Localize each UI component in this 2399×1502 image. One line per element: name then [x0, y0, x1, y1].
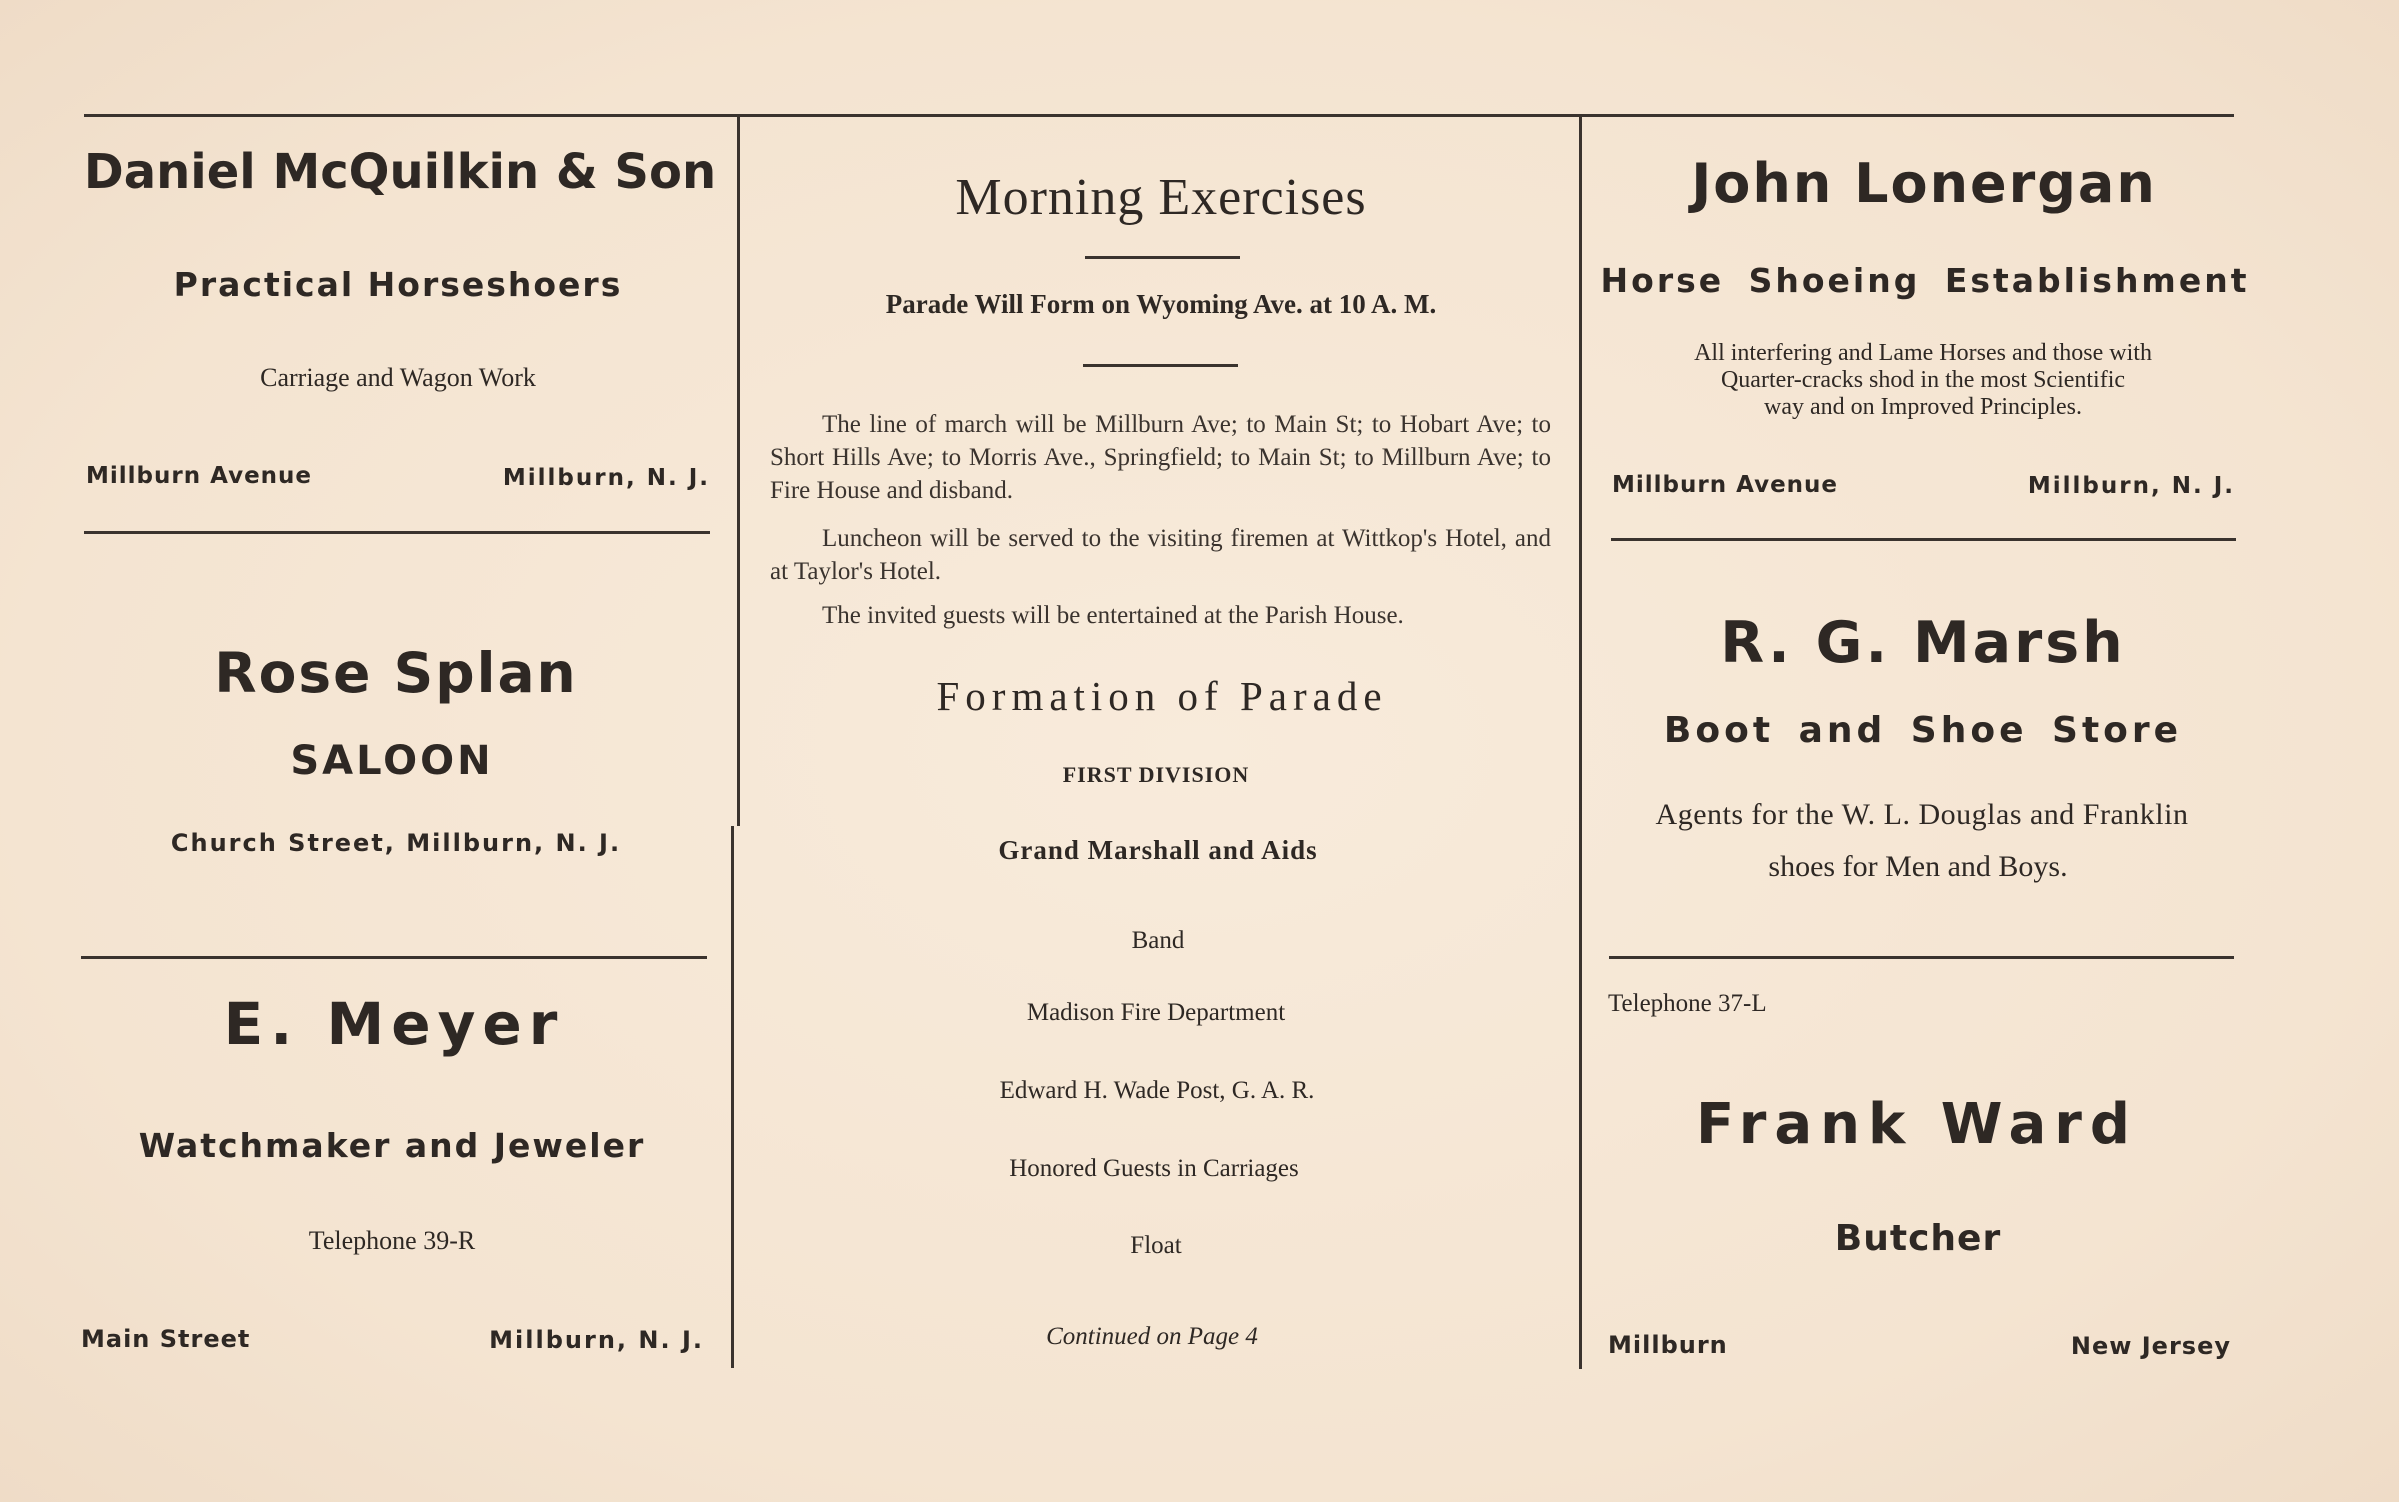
parade-item: Band: [1131, 927, 1185, 954]
advertiser-detail-line: All interfering and Lame Horses and those with: [1694, 340, 2152, 366]
advertiser-place: Millburn: [1608, 1331, 1728, 1359]
page-title: Morning Exercises: [955, 169, 1367, 226]
advertiser-street: Millburn Avenue: [1612, 472, 1839, 498]
section-divider: [1611, 538, 2236, 541]
section-divider: [1609, 956, 2234, 959]
advertiser-town: Millburn, N. J.: [502, 465, 710, 491]
parade-item: Honored Guests in Carriages: [1009, 1155, 1299, 1182]
luncheon-paragraph: Luncheon will be served to the visiting firemen at Wittkop's Hotel, and at Taylor's Hotel.: [770, 525, 1551, 585]
left-column-divider-lower: [731, 826, 734, 1368]
title-rule: [1085, 256, 1240, 259]
advertiser-phone: Telephone 39-R: [308, 1226, 476, 1255]
advertiser-address: Church Street, Millburn, N. J.: [170, 829, 622, 857]
advertiser-detail-line: way and on Improved Principles.: [1764, 394, 2082, 420]
advertiser-name: John Lonergan: [1691, 152, 2157, 215]
section-divider: [81, 956, 707, 959]
division-heading: FIRST DIVISION: [1062, 762, 1250, 787]
advertiser-detail: Carriage and Wagon Work: [260, 363, 536, 392]
parade-item: Float: [1130, 1232, 1182, 1259]
formation-title: Formation of Parade: [936, 673, 1388, 719]
advertiser-name: E. Meyer: [223, 990, 565, 1058]
advertiser-trade: Butcher: [1834, 1218, 2002, 1259]
continued-note: Continued on Page 4: [1046, 1323, 1258, 1350]
top-rule: [84, 114, 2234, 117]
subtitle-rule: [1083, 364, 1238, 367]
marshall-line: Grand Marshall and Aids: [998, 835, 1318, 865]
advertiser-name: Frank Ward: [1696, 1092, 2138, 1157]
section-divider: [84, 531, 710, 534]
advertiser-trade: SALOON: [290, 738, 494, 784]
advertiser-trade: Horse Shoeing Establishment: [1600, 261, 2250, 300]
advertiser-town: Millburn, N. J.: [489, 1326, 704, 1354]
left-column-divider: [737, 116, 740, 826]
advertiser-trade: Boot and Shoe Store: [1663, 710, 2183, 751]
parade-item: Edward H. Wade Post, G. A. R.: [999, 1077, 1315, 1104]
advertiser-trade: Watchmaker and Jeweler: [138, 1126, 646, 1165]
advertiser-detail-line: shoes for Men and Boys.: [1768, 850, 2068, 883]
advertiser-street: Millburn Avenue: [86, 463, 313, 489]
guests-paragraph: The invited guests will be entertained at the Parish House.: [822, 602, 1404, 629]
right-column-divider: [1579, 116, 1582, 1369]
advertiser-trade: Practical Horseshoers: [173, 265, 623, 304]
advertiser-town: Millburn, N. J.: [2027, 473, 2235, 499]
advertiser-street: Main Street: [81, 1325, 251, 1353]
advertiser-name: Rose Splan: [214, 641, 578, 705]
advertiser-state: New Jersey: [2070, 1332, 2231, 1360]
parade-item: Madison Fire Department: [1026, 999, 1286, 1026]
advertiser-name: R. G. Marsh: [1720, 610, 2126, 676]
parade-subtitle: Parade Will Form on Wyoming Ave. at 10 A. M.: [885, 289, 1437, 319]
route-paragraph: The line of march will be Millburn Ave; to Main St; to Hobart Ave; to Short Hills Ave; to Morris Ave., Springfield; to Main St; to Millburn Ave; to Fire House and disband.: [770, 411, 1551, 504]
advertiser-detail-line: Agents for the W. L. Douglas and Franklin: [1655, 798, 2189, 831]
advertiser-phone: Telephone 37-L: [1608, 990, 1767, 1017]
advertiser-name: Daniel McQuilkin & Son: [83, 144, 717, 200]
advertiser-detail-line: Quarter-cracks shod in the most Scientific: [1720, 367, 2126, 393]
